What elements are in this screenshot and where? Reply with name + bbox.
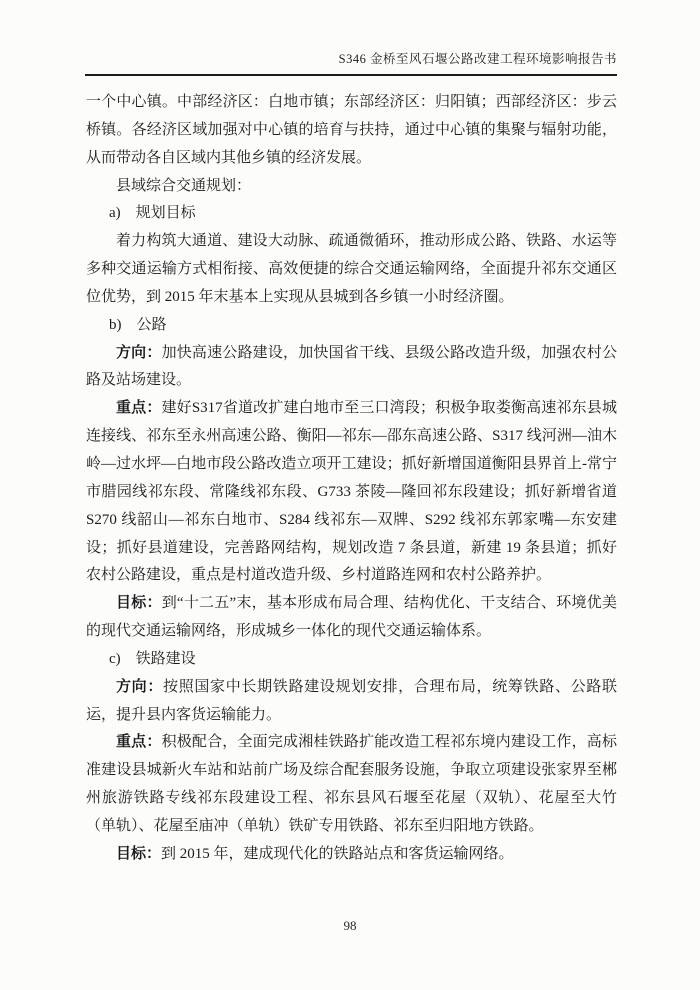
paragraph-label: 重点： [116,400,162,417]
paragraph-text: 到 2015 年，建成现代化的铁路站点和客货运输网络。 [161,845,514,862]
paragraph [86,841,617,869]
paragraph-text: 到“十二五”末，基本形成布局合理、结构优化、干支结合、环境优美的现代交通运输网络，形成城乡一体化的现代交通运输体系。 [86,595,617,640]
paragraph-label: 重点： [116,734,162,751]
paragraph: 县域综合交通规划： [116,177,252,194]
list-item-label: a) [109,205,121,222]
paragraph-label: 目标： [116,845,162,862]
document-body [86,89,617,869]
paragraph-text: 积极配合，全面完成湘桂铁路扩能改造工程祁东境内建设工作，高标准建设县城新火车站和站前广场及综合配套服务设施，争取立项建设张家界至郴州旅游铁路专线祁东段建设工程、祁东县风石堰至花屋（双轨）、花屋至大竹（单轨）、花屋至庙冲（单轨）铁矿专用铁路、祁东至归阳地方铁路。 [86,734,617,834]
header-rule [85,74,617,76]
list-item-text: 规划目标 [135,205,196,222]
list-item-text: 公路 [136,316,167,333]
paragraph-label: 方向： [116,344,162,361]
paragraph-text: 建好S317省道改扩建白地市至三口湾段；积极争取娄衡高速祁东县城连接线、祁东至永州高速公路、衡阳—祁东—邵东高速公路、S317 线河洲—油木岭—过水坪—白地市段公路改造立项开工建设；抓好新增国道衡阳县界首上-常宁市腊园线祁东段、常隆线祁东段、G733 茶陵—隆回祁东段建设；抓好新增省道 S270 线韶山—祁东白地市、S284 线祁东—双牌、S292 线祁东郭家嘴—东安建设；抓好县道建设，完善路网结构，规划改造 7 条县道，新建 19 条县道；抓好农村公路建设，重点是村道改造升级、乡村道路连网和农村公路养护。 [86,400,617,584]
paragraph [86,590,617,646]
list-item-label: c) [109,650,121,667]
paragraph: 一个中心镇。中部经济区：白地市镇；东部经济区：归阳镇；西部经济区：步云桥镇。各经济区域加强对中心镇的培育与扶持，通过中心镇的集聚与辐射功能，从而带动各自区域内其他乡镇的经济发展。 [86,94,617,166]
paragraph [86,729,617,840]
paragraph: 着力构筑大通道、建设大动脉、疏通微循环，推动形成公路、铁路、水运等多种交通运输方式相衔接、高效便捷的综合交通运输网络，全面提升祁东交通区位优势，到 2015 年末基本上实现从县城到各乡镇一小时经济圈。 [86,233,617,305]
list-item [86,646,617,674]
list-item [86,200,617,228]
list-item-text: 铁路建设 [135,650,196,667]
paragraph-label: 方向： [116,678,164,695]
paragraph-text: 按照国家中长期铁路建设规划安排，合理布局，统筹铁路、公路联运，提升县内客货运输能力。 [86,678,617,723]
list-item [86,312,617,340]
paragraph-text: 加快高速公路建设，加快国省干线、县级公路改造升级，加强农村公路及站场建设。 [86,344,617,389]
header-title: S346 金桥至风石堰公路改建工程环境影响报告书 [338,52,617,66]
page-number: 98 [343,918,357,933]
paragraph-label: 目标： [116,595,162,612]
list-item-label: b) [109,316,122,333]
paragraph [86,340,617,396]
paragraph [86,674,617,730]
paragraph [86,395,617,590]
